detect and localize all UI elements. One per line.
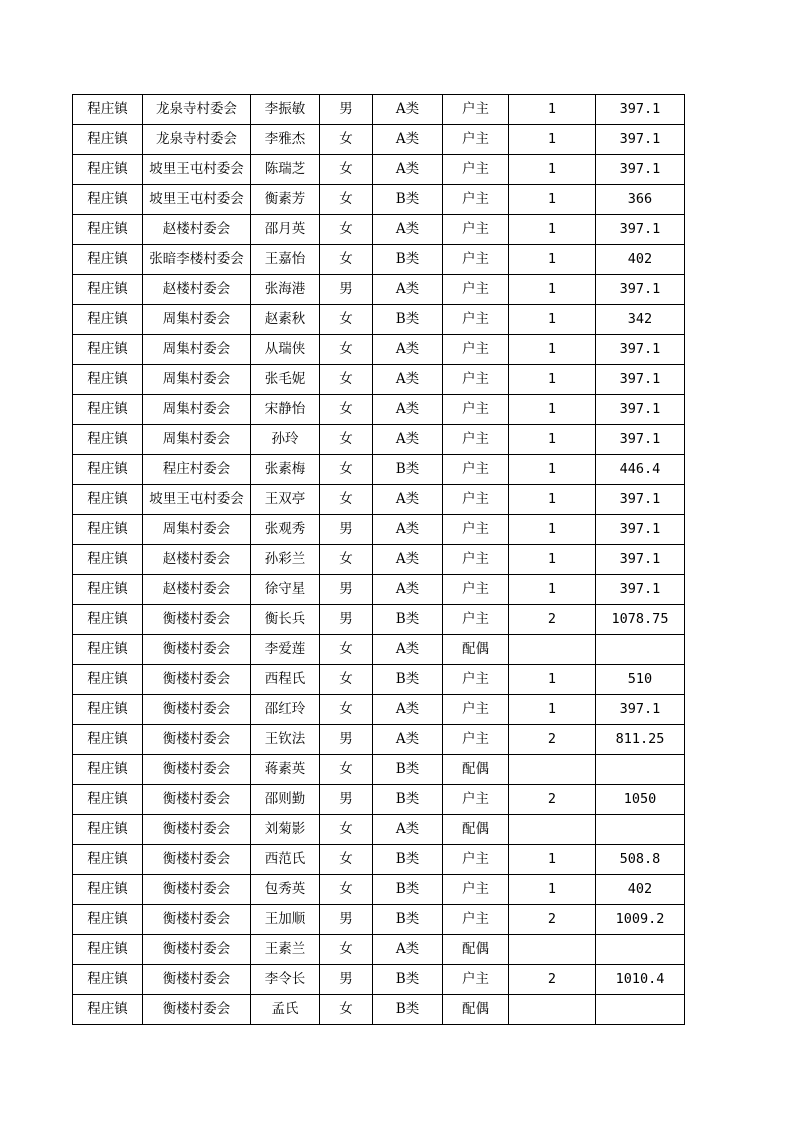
- amount-cell: 1010.4: [596, 965, 685, 995]
- name-cell: 张观秀: [251, 515, 320, 545]
- town-cell: 程庄镇: [73, 515, 143, 545]
- table-row: [73, 125, 685, 155]
- household-count-cell: 1: [509, 545, 596, 575]
- name-cell: 从瑞侠: [251, 335, 320, 365]
- name-cell: 赵素秋: [251, 305, 320, 335]
- town-cell: 程庄镇: [73, 95, 143, 125]
- town-cell: 程庄镇: [73, 395, 143, 425]
- relation-cell: 户主: [443, 575, 509, 605]
- village-cell: 衡楼村委会: [143, 815, 251, 845]
- table-row: [73, 425, 685, 455]
- village-cell: 赵楼村委会: [143, 545, 251, 575]
- name-cell: 张毛妮: [251, 365, 320, 395]
- relation-cell: 户主: [443, 965, 509, 995]
- town-cell: 程庄镇: [73, 335, 143, 365]
- category-cell: B类: [373, 755, 443, 785]
- relation-cell: 户主: [443, 695, 509, 725]
- gender-cell: 男: [320, 725, 373, 755]
- name-cell: 王素兰: [251, 935, 320, 965]
- household-count-cell: 1: [509, 695, 596, 725]
- household-count-cell: 2: [509, 605, 596, 635]
- table-row: [73, 695, 685, 725]
- relation-cell: 户主: [443, 545, 509, 575]
- amount-cell: 1050: [596, 785, 685, 815]
- amount-cell: [596, 935, 685, 965]
- category-cell: A类: [373, 485, 443, 515]
- category-cell: A类: [373, 95, 443, 125]
- relation-cell: 户主: [443, 305, 509, 335]
- gender-cell: 女: [320, 875, 373, 905]
- village-cell: 周集村委会: [143, 335, 251, 365]
- town-cell: 程庄镇: [73, 605, 143, 635]
- amount-cell: 397.1: [596, 695, 685, 725]
- amount-cell: 510: [596, 665, 685, 695]
- table-row: [73, 305, 685, 335]
- relation-cell: 户主: [443, 245, 509, 275]
- name-cell: 包秀英: [251, 875, 320, 905]
- category-cell: B类: [373, 305, 443, 335]
- table-row: [73, 515, 685, 545]
- household-count-cell: 1: [509, 875, 596, 905]
- gender-cell: 女: [320, 935, 373, 965]
- village-cell: 赵楼村委会: [143, 275, 251, 305]
- gender-cell: 女: [320, 545, 373, 575]
- town-cell: 程庄镇: [73, 695, 143, 725]
- category-cell: A类: [373, 395, 443, 425]
- table-row: [73, 455, 685, 485]
- town-cell: 程庄镇: [73, 725, 143, 755]
- village-cell: 龙泉寺村委会: [143, 95, 251, 125]
- table-row: [73, 365, 685, 395]
- household-count-cell: 2: [509, 725, 596, 755]
- town-cell: 程庄镇: [73, 755, 143, 785]
- village-cell: 赵楼村委会: [143, 575, 251, 605]
- table-row: [73, 635, 685, 665]
- amount-cell: 446.4: [596, 455, 685, 485]
- gender-cell: 女: [320, 185, 373, 215]
- gender-cell: 男: [320, 575, 373, 605]
- town-cell: 程庄镇: [73, 815, 143, 845]
- household-count-cell: 1: [509, 425, 596, 455]
- table-row: [73, 275, 685, 305]
- amount-cell: 397.1: [596, 575, 685, 605]
- amount-cell: 397.1: [596, 155, 685, 185]
- category-cell: A类: [373, 335, 443, 365]
- category-cell: A类: [373, 425, 443, 455]
- amount-cell: 397.1: [596, 125, 685, 155]
- gender-cell: 女: [320, 755, 373, 785]
- town-cell: 程庄镇: [73, 905, 143, 935]
- village-cell: 衡楼村委会: [143, 665, 251, 695]
- gender-cell: 女: [320, 395, 373, 425]
- gender-cell: 女: [320, 215, 373, 245]
- gender-cell: 女: [320, 245, 373, 275]
- table-row: [73, 995, 685, 1025]
- category-cell: B类: [373, 965, 443, 995]
- amount-cell: 397.1: [596, 275, 685, 305]
- table-row: [73, 485, 685, 515]
- household-count-cell: 1: [509, 455, 596, 485]
- village-cell: 衡楼村委会: [143, 935, 251, 965]
- category-cell: B类: [373, 665, 443, 695]
- household-count-cell: 1: [509, 95, 596, 125]
- gender-cell: 女: [320, 365, 373, 395]
- gender-cell: 女: [320, 995, 373, 1025]
- table-row: [73, 845, 685, 875]
- name-cell: 李雅杰: [251, 125, 320, 155]
- household-count-cell: [509, 755, 596, 785]
- village-cell: 衡楼村委会: [143, 875, 251, 905]
- relation-cell: 户主: [443, 95, 509, 125]
- relation-cell: 户主: [443, 665, 509, 695]
- category-cell: B类: [373, 605, 443, 635]
- table-row: [73, 545, 685, 575]
- household-count-cell: 1: [509, 275, 596, 305]
- town-cell: 程庄镇: [73, 425, 143, 455]
- household-count-cell: 2: [509, 965, 596, 995]
- village-cell: 衡楼村委会: [143, 845, 251, 875]
- relation-cell: 户主: [443, 845, 509, 875]
- household-count-cell: [509, 995, 596, 1025]
- name-cell: 邵则勤: [251, 785, 320, 815]
- relation-cell: 户主: [443, 425, 509, 455]
- category-cell: A类: [373, 275, 443, 305]
- table-body: [73, 95, 685, 1025]
- amount-cell: [596, 815, 685, 845]
- name-cell: 王加顺: [251, 905, 320, 935]
- table-row: [73, 215, 685, 245]
- village-cell: 衡楼村委会: [143, 635, 251, 665]
- amount-cell: 508.8: [596, 845, 685, 875]
- household-count-cell: 2: [509, 785, 596, 815]
- town-cell: 程庄镇: [73, 635, 143, 665]
- amount-cell: 1009.2: [596, 905, 685, 935]
- table-row: [73, 755, 685, 785]
- town-cell: 程庄镇: [73, 935, 143, 965]
- relation-cell: 配偶: [443, 935, 509, 965]
- amount-cell: 397.1: [596, 395, 685, 425]
- household-count-cell: 1: [509, 155, 596, 185]
- amount-cell: 397.1: [596, 545, 685, 575]
- category-cell: A类: [373, 935, 443, 965]
- name-cell: 张海港: [251, 275, 320, 305]
- relation-cell: 配偶: [443, 995, 509, 1025]
- category-cell: A类: [373, 155, 443, 185]
- relation-cell: 户主: [443, 485, 509, 515]
- category-cell: A类: [373, 515, 443, 545]
- amount-cell: 811.25: [596, 725, 685, 755]
- relation-cell: 户主: [443, 215, 509, 245]
- village-cell: 坡里王屯村委会: [143, 485, 251, 515]
- category-cell: B类: [373, 995, 443, 1025]
- town-cell: 程庄镇: [73, 125, 143, 155]
- table-row: [73, 875, 685, 905]
- relation-cell: 配偶: [443, 755, 509, 785]
- town-cell: 程庄镇: [73, 995, 143, 1025]
- village-cell: 张暗李楼村委会: [143, 245, 251, 275]
- table-row: [73, 335, 685, 365]
- village-cell: 周集村委会: [143, 515, 251, 545]
- name-cell: 王钦法: [251, 725, 320, 755]
- gender-cell: 女: [320, 455, 373, 485]
- name-cell: 孙彩兰: [251, 545, 320, 575]
- name-cell: 徐守星: [251, 575, 320, 605]
- household-count-cell: 1: [509, 335, 596, 365]
- gender-cell: 女: [320, 125, 373, 155]
- village-cell: 程庄村委会: [143, 455, 251, 485]
- table-row: [73, 665, 685, 695]
- household-count-cell: [509, 935, 596, 965]
- town-cell: 程庄镇: [73, 485, 143, 515]
- gender-cell: 女: [320, 335, 373, 365]
- relation-cell: 户主: [443, 185, 509, 215]
- table-row: [73, 395, 685, 425]
- village-cell: 衡楼村委会: [143, 995, 251, 1025]
- assistance-roster-table: [72, 94, 685, 1025]
- table-row: [73, 185, 685, 215]
- relation-cell: 户主: [443, 155, 509, 185]
- relation-cell: 户主: [443, 875, 509, 905]
- name-cell: 李令长: [251, 965, 320, 995]
- town-cell: 程庄镇: [73, 455, 143, 485]
- amount-cell: 366: [596, 185, 685, 215]
- town-cell: 程庄镇: [73, 965, 143, 995]
- category-cell: B类: [373, 245, 443, 275]
- relation-cell: 户主: [443, 455, 509, 485]
- category-cell: A类: [373, 635, 443, 665]
- household-count-cell: 1: [509, 245, 596, 275]
- village-cell: 衡楼村委会: [143, 695, 251, 725]
- name-cell: 孙玲: [251, 425, 320, 455]
- relation-cell: 户主: [443, 785, 509, 815]
- name-cell: 西范氏: [251, 845, 320, 875]
- household-count-cell: 1: [509, 125, 596, 155]
- gender-cell: 女: [320, 815, 373, 845]
- household-count-cell: 1: [509, 395, 596, 425]
- amount-cell: 402: [596, 875, 685, 905]
- relation-cell: 配偶: [443, 815, 509, 845]
- village-cell: 龙泉寺村委会: [143, 125, 251, 155]
- category-cell: B类: [373, 785, 443, 815]
- town-cell: 程庄镇: [73, 305, 143, 335]
- category-cell: B类: [373, 185, 443, 215]
- town-cell: 程庄镇: [73, 665, 143, 695]
- name-cell: 宋静怡: [251, 395, 320, 425]
- gender-cell: 女: [320, 485, 373, 515]
- name-cell: 衡素芳: [251, 185, 320, 215]
- gender-cell: 女: [320, 665, 373, 695]
- amount-cell: 397.1: [596, 335, 685, 365]
- household-count-cell: 1: [509, 515, 596, 545]
- name-cell: 陈瑞芝: [251, 155, 320, 185]
- table-row: [73, 785, 685, 815]
- household-count-cell: 1: [509, 215, 596, 245]
- name-cell: 邵月英: [251, 215, 320, 245]
- household-count-cell: 1: [509, 575, 596, 605]
- village-cell: 衡楼村委会: [143, 605, 251, 635]
- relation-cell: 户主: [443, 335, 509, 365]
- gender-cell: 男: [320, 275, 373, 305]
- town-cell: 程庄镇: [73, 785, 143, 815]
- town-cell: 程庄镇: [73, 155, 143, 185]
- amount-cell: 397.1: [596, 95, 685, 125]
- name-cell: 邵红玲: [251, 695, 320, 725]
- relation-cell: 户主: [443, 395, 509, 425]
- name-cell: 李爱莲: [251, 635, 320, 665]
- town-cell: 程庄镇: [73, 185, 143, 215]
- town-cell: 程庄镇: [73, 845, 143, 875]
- amount-cell: 1078.75: [596, 605, 685, 635]
- category-cell: A类: [373, 365, 443, 395]
- category-cell: A类: [373, 695, 443, 725]
- village-cell: 周集村委会: [143, 365, 251, 395]
- category-cell: A类: [373, 215, 443, 245]
- gender-cell: 男: [320, 965, 373, 995]
- name-cell: 刘菊影: [251, 815, 320, 845]
- name-cell: 王嘉怡: [251, 245, 320, 275]
- gender-cell: 男: [320, 785, 373, 815]
- table-row: [73, 725, 685, 755]
- category-cell: A类: [373, 725, 443, 755]
- relation-cell: 户主: [443, 515, 509, 545]
- household-count-cell: [509, 635, 596, 665]
- category-cell: A类: [373, 575, 443, 605]
- village-cell: 坡里王屯村委会: [143, 185, 251, 215]
- category-cell: A类: [373, 545, 443, 575]
- category-cell: B类: [373, 845, 443, 875]
- household-count-cell: [509, 815, 596, 845]
- town-cell: 程庄镇: [73, 365, 143, 395]
- town-cell: 程庄镇: [73, 275, 143, 305]
- relation-cell: 户主: [443, 905, 509, 935]
- gender-cell: 女: [320, 425, 373, 455]
- category-cell: B类: [373, 905, 443, 935]
- household-count-cell: 1: [509, 845, 596, 875]
- name-cell: 蒋素英: [251, 755, 320, 785]
- town-cell: 程庄镇: [73, 215, 143, 245]
- village-cell: 衡楼村委会: [143, 725, 251, 755]
- amount-cell: 397.1: [596, 485, 685, 515]
- town-cell: 程庄镇: [73, 545, 143, 575]
- table-row: [73, 155, 685, 185]
- gender-cell: 女: [320, 155, 373, 185]
- village-cell: 衡楼村委会: [143, 965, 251, 995]
- amount-cell: 402: [596, 245, 685, 275]
- name-cell: 张素梅: [251, 455, 320, 485]
- name-cell: 李振敏: [251, 95, 320, 125]
- table-row: [73, 245, 685, 275]
- category-cell: A类: [373, 815, 443, 845]
- household-count-cell: 1: [509, 185, 596, 215]
- village-cell: 衡楼村委会: [143, 785, 251, 815]
- table-row: [73, 575, 685, 605]
- household-count-cell: 2: [509, 905, 596, 935]
- name-cell: 孟氏: [251, 995, 320, 1025]
- gender-cell: 男: [320, 515, 373, 545]
- household-count-cell: 1: [509, 305, 596, 335]
- relation-cell: 配偶: [443, 635, 509, 665]
- category-cell: B类: [373, 455, 443, 485]
- household-count-cell: 1: [509, 485, 596, 515]
- relation-cell: 户主: [443, 125, 509, 155]
- table-row: [73, 965, 685, 995]
- relation-cell: 户主: [443, 725, 509, 755]
- table-row: [73, 815, 685, 845]
- amount-cell: 397.1: [596, 425, 685, 455]
- village-cell: 衡楼村委会: [143, 755, 251, 785]
- amount-cell: 397.1: [596, 515, 685, 545]
- name-cell: 衡长兵: [251, 605, 320, 635]
- gender-cell: 女: [320, 695, 373, 725]
- village-cell: 周集村委会: [143, 395, 251, 425]
- table-row: [73, 935, 685, 965]
- relation-cell: 户主: [443, 275, 509, 305]
- relation-cell: 户主: [443, 605, 509, 635]
- gender-cell: 女: [320, 845, 373, 875]
- amount-cell: 397.1: [596, 365, 685, 395]
- village-cell: 周集村委会: [143, 305, 251, 335]
- name-cell: 西程氏: [251, 665, 320, 695]
- table-row: [73, 95, 685, 125]
- village-cell: 赵楼村委会: [143, 215, 251, 245]
- category-cell: B类: [373, 875, 443, 905]
- town-cell: 程庄镇: [73, 875, 143, 905]
- gender-cell: 女: [320, 305, 373, 335]
- amount-cell: 397.1: [596, 215, 685, 245]
- gender-cell: 男: [320, 95, 373, 125]
- category-cell: A类: [373, 125, 443, 155]
- household-count-cell: 1: [509, 365, 596, 395]
- village-cell: 周集村委会: [143, 425, 251, 455]
- household-count-cell: 1: [509, 665, 596, 695]
- amount-cell: 342: [596, 305, 685, 335]
- village-cell: 坡里王屯村委会: [143, 155, 251, 185]
- village-cell: 衡楼村委会: [143, 905, 251, 935]
- table-row: [73, 605, 685, 635]
- gender-cell: 男: [320, 605, 373, 635]
- amount-cell: [596, 995, 685, 1025]
- amount-cell: [596, 635, 685, 665]
- town-cell: 程庄镇: [73, 245, 143, 275]
- table-row: [73, 905, 685, 935]
- gender-cell: 男: [320, 905, 373, 935]
- gender-cell: 女: [320, 635, 373, 665]
- relation-cell: 户主: [443, 365, 509, 395]
- town-cell: 程庄镇: [73, 575, 143, 605]
- amount-cell: [596, 755, 685, 785]
- name-cell: 王双亭: [251, 485, 320, 515]
